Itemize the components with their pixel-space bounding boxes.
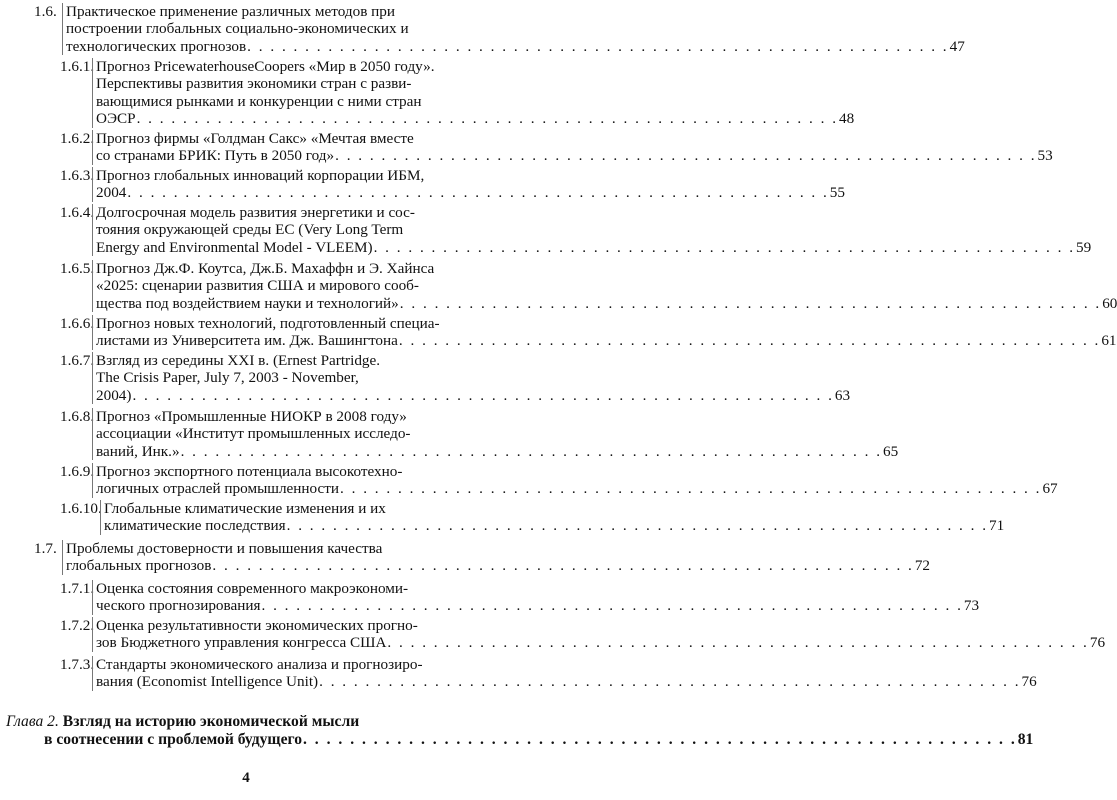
entry-line: вания (Economist Intelligence Unit) bbox=[96, 673, 319, 691]
toc-entry-1-6-5[interactable] bbox=[60, 260, 1117, 312]
toc-entry-1-6-2[interactable] bbox=[60, 130, 1053, 165]
entry-text bbox=[92, 58, 854, 128]
entry-text bbox=[92, 260, 1117, 312]
toc-entry-1-7-3[interactable] bbox=[60, 656, 1037, 691]
dot-leader: . . . . . . . . . . . . . . . . . . . . . . . . . . . . . . . . . . . . . . . . . . . . . . . . . . . . . . . . . . . . . bbox=[132, 386, 834, 404]
entry-number: 1.6.6. bbox=[60, 315, 95, 332]
entry-line: ческого прогнозирования bbox=[96, 597, 261, 615]
dot-leader: . . . . . . . . . . . . . . . . . . . . . . . . . . . . . . . . . . . . . . . . . . . . . . . . . . . . . . . . . . . . . bbox=[180, 442, 882, 460]
entry-line: построении глобальных социально-экономических и bbox=[66, 20, 409, 38]
toc-entry-1-7[interactable] bbox=[34, 540, 931, 575]
page-ref: 67 bbox=[1042, 480, 1058, 498]
chapter-title-line-1: Взгляд на историю экономической мысли bbox=[62, 713, 360, 730]
dot-leader: . . . . . . . . . . . . . . . . . . . . . . . . . . . . . . . . . . . . . . . . . . . . . . . . . . . . . . . . . . . . . bbox=[399, 294, 1102, 312]
page-ref: 73 bbox=[963, 597, 980, 615]
entry-line: Оценка состояния современного макроэкономи- bbox=[96, 580, 409, 597]
entry-text bbox=[92, 204, 1091, 256]
dot-leader: . . . . . . . . . . . . . . . . . . . . . . . . . . . . . . . . . . . . . . . . . . . . . . . . . . . . . . . . . . . . . bbox=[136, 110, 838, 128]
entry-line: Глобальные климатические изменения и их bbox=[104, 500, 386, 517]
entry-number: 1.6.5. bbox=[60, 260, 95, 277]
entry-line: ваний, Инк.» bbox=[96, 442, 180, 460]
entry-line: щества под воздействием науки и технологий» bbox=[96, 294, 399, 312]
toc-entry-1-6-7[interactable] bbox=[60, 352, 851, 404]
dot-leader: . . . . . . . . . . . . . . . . . . . . . . . . . . . . . . . . . . . . . . . . . . . . . . . . . . . . . . . . . . . . . bbox=[261, 597, 963, 615]
page-ref: 60 bbox=[1102, 294, 1117, 312]
entry-line: ассоциации «Институт промышленных исследо- bbox=[96, 425, 411, 443]
entry-line: технологических прогнозов bbox=[66, 37, 247, 55]
entry-text bbox=[92, 130, 1053, 165]
dot-leader: . . . . . . . . . . . . . . . . . . . . . . . . . . . . . . . . . . . . . . . . . . . . . . . . . . . . . . . . . . . . . bbox=[286, 517, 989, 535]
entry-text bbox=[100, 500, 1004, 535]
entry-line: 2004) bbox=[96, 386, 132, 404]
entry-line: Практическое применение различных методов при bbox=[66, 3, 396, 20]
entry-line: Energy and Environmental Model - VLEEM) bbox=[96, 238, 373, 256]
entry-line: 2004 bbox=[96, 184, 127, 202]
page-ref: 72 bbox=[914, 557, 931, 575]
dot-leader: . . . . . . . . . . . . . . . . . . . . . . . . . . . . . . . . . . . . . . . . . . . . . . . . . . . . . . . . . . . . . bbox=[373, 238, 1075, 256]
chapter-title-line-2: в соотнесении с проблемой будущего bbox=[44, 731, 302, 748]
chapter-label: Глава 2. bbox=[6, 713, 59, 730]
page-ref: 48 bbox=[839, 110, 855, 128]
entry-number: 1.6.8. bbox=[60, 408, 95, 425]
entry-text bbox=[62, 540, 930, 575]
dot-leader: . . . . . . . . . . . . . . . . . . . . . . . . . . . . . . . . . . . . . . . . . . . . . . . . . . . . . . . . . . . . . bbox=[387, 634, 1089, 652]
entry-number: 1.6. bbox=[34, 3, 57, 20]
toc-entry-1-6-6[interactable] bbox=[60, 315, 1117, 350]
page-ref: 76 bbox=[1021, 673, 1037, 691]
entry-text bbox=[92, 315, 1117, 350]
dot-leader: . . . . . . . . . . . . . . . . . . . . . . . . . . . . . . . . . . . . . . . . . . . . . . . . . . . . . . . . . . . . . bbox=[247, 37, 949, 55]
page-ref: 76 bbox=[1089, 634, 1106, 652]
page-ref: 59 bbox=[1075, 238, 1092, 256]
entry-line: глобальных прогнозов bbox=[66, 557, 212, 575]
entry-line: ОЭСР bbox=[96, 110, 136, 128]
page-ref: 65 bbox=[882, 442, 899, 460]
entry-line: тояния окружающей среды ЕС (Very Long Term bbox=[96, 221, 404, 239]
entry-line: Взгляд из середины XXI в. (Ernest Partridge. bbox=[96, 352, 381, 369]
entry-text bbox=[92, 656, 1037, 691]
toc-entry-1-6-1[interactable] bbox=[60, 58, 855, 128]
entry-text bbox=[92, 617, 1105, 652]
dot-leader: . . . . . . . . . . . . . . . . . . . . . . . . . . . . . . . . . . . . . . . . . . . . . . . . . . . . . . . . . . . . . bbox=[340, 480, 1042, 498]
entry-text bbox=[62, 3, 965, 55]
entry-line: «2025: сценарии развития США и мирового сооб- bbox=[96, 277, 419, 295]
entry-number: 1.7.3. bbox=[60, 656, 95, 673]
entry-line: Оценка результативности экономических прогно- bbox=[96, 617, 418, 634]
dot-leader: . . . . . . . . . . . . . . . . . . . . . . . . . . . . . . . . . . . . . . . . . . . . . . . . . . . . . . . . . . . . . bbox=[398, 332, 1101, 350]
entry-number: 1.6.3. bbox=[60, 167, 95, 184]
toc-chapter-2[interactable] bbox=[6, 713, 1034, 749]
toc-entry-1-6-3[interactable] bbox=[60, 167, 845, 202]
entry-text bbox=[92, 408, 898, 460]
entry-number: 1.6.4. bbox=[60, 204, 95, 221]
entry-line: Прогноз «Промышленные НИОКР в 2008 году» bbox=[96, 408, 407, 425]
entry-text bbox=[92, 352, 850, 404]
entry-number: 1.7.2. bbox=[60, 617, 95, 634]
dot-leader: . . . . . . . . . . . . . . . . . . . . . . . . . . . . . . . . . . . . . . . . . . . . . . . . . . . . . . . . . . . . . bbox=[127, 184, 829, 202]
page-ref: 63 bbox=[834, 386, 851, 404]
toc-entry-1-6-9[interactable] bbox=[60, 463, 1058, 498]
entry-line: The Crisis Paper, July 7, 2003 - November, bbox=[96, 369, 359, 387]
page-ref: 55 bbox=[829, 184, 845, 202]
entry-line: со странами БРИК: Путь в 2050 год» bbox=[96, 147, 335, 165]
entry-line: Прогноз фирмы «Голдман Сакс» «Мечтая вместе bbox=[96, 130, 414, 147]
entry-number: 1.6.9. bbox=[60, 463, 95, 480]
entry-line: Прогноз PricewaterhouseCoopers «Мир в 2050 году». bbox=[96, 58, 435, 75]
entry-text bbox=[92, 167, 845, 202]
dot-leader: . . . . . . . . . . . . . . . . . . . . . . . . . . . . . . . . . . . . . . . . . . . . . . . . . . . . . . . . . . . . . bbox=[335, 147, 1037, 165]
entry-number: 1.6.2. bbox=[60, 130, 95, 147]
entry-text bbox=[92, 580, 979, 615]
entry-line: листами из Университета им. Дж. Вашингтона bbox=[96, 332, 398, 350]
page-ref: 71 bbox=[989, 517, 1005, 535]
entry-line: вающимися рынками и конкуренции с ними стран bbox=[96, 92, 422, 110]
entry-line: Прогноз новых технологий, подготовленный специа- bbox=[96, 315, 440, 332]
toc-entry-1-7-1[interactable] bbox=[60, 580, 980, 615]
toc-entry-1-7-2[interactable] bbox=[60, 617, 1106, 652]
entry-number: 1.7.1. bbox=[60, 580, 95, 597]
entry-line: логичных отраслей промышленности bbox=[96, 480, 340, 498]
entry-number: 1.6.7. bbox=[60, 352, 95, 369]
page-ref: 61 bbox=[1101, 332, 1117, 350]
dot-leader: . . . . . . . . . . . . . . . . . . . . . . . . . . . . . . . . . . . . . . . . . . . . . . . . . . . . . . . . . . . . . bbox=[303, 731, 1017, 748]
toc-entry-1-6-4[interactable] bbox=[60, 204, 1092, 256]
page-number: 4 bbox=[242, 770, 250, 786]
page-ref: 53 bbox=[1037, 147, 1053, 165]
page-ref: 81 bbox=[1017, 731, 1034, 748]
entry-number: 1.6.1. bbox=[60, 58, 95, 75]
entry-number: 1.7. bbox=[34, 540, 57, 557]
dot-leader: . . . . . . . . . . . . . . . . . . . . . . . . . . . . . . . . . . . . . . . . . . . . . . . . . . . . . . . . . . . . . bbox=[319, 673, 1021, 691]
entry-line: климатические последствия bbox=[104, 517, 286, 535]
entry-text bbox=[92, 463, 1058, 498]
entry-line: Прогноз Дж.Ф. Коутса, Дж.Б. Махаффн и Э. Хайнса bbox=[96, 260, 435, 277]
toc-entry-1-6-8[interactable] bbox=[60, 408, 899, 460]
page-ref: 47 bbox=[949, 37, 965, 55]
dot-leader: . . . . . . . . . . . . . . . . . . . . . . . . . . . . . . . . . . . . . . . . . . . . . . . . . . . . . . . . . . . . . bbox=[212, 557, 914, 575]
entry-line: Долгосрочная модель развития энергетики и сос- bbox=[96, 204, 415, 221]
toc-entry-1-6[interactable] bbox=[34, 3, 965, 55]
entry-line: зов Бюджетного управления конгресса США bbox=[96, 634, 387, 652]
entry-line: Перспективы развития экономики стран с разви- bbox=[96, 75, 412, 93]
entry-line: Прогноз экспортного потенциала высокотехно- bbox=[96, 463, 403, 480]
entry-line: Стандарты экономического анализа и прогнозиро- bbox=[96, 656, 423, 673]
entry-line: Проблемы достоверности и повышения качества bbox=[66, 540, 383, 557]
entry-line: Прогноз глобальных инноваций корпорации ИБМ, bbox=[96, 167, 425, 184]
toc-entry-1-6-10[interactable] bbox=[60, 500, 1005, 535]
entry-number: 1.6.10. bbox=[60, 500, 102, 517]
